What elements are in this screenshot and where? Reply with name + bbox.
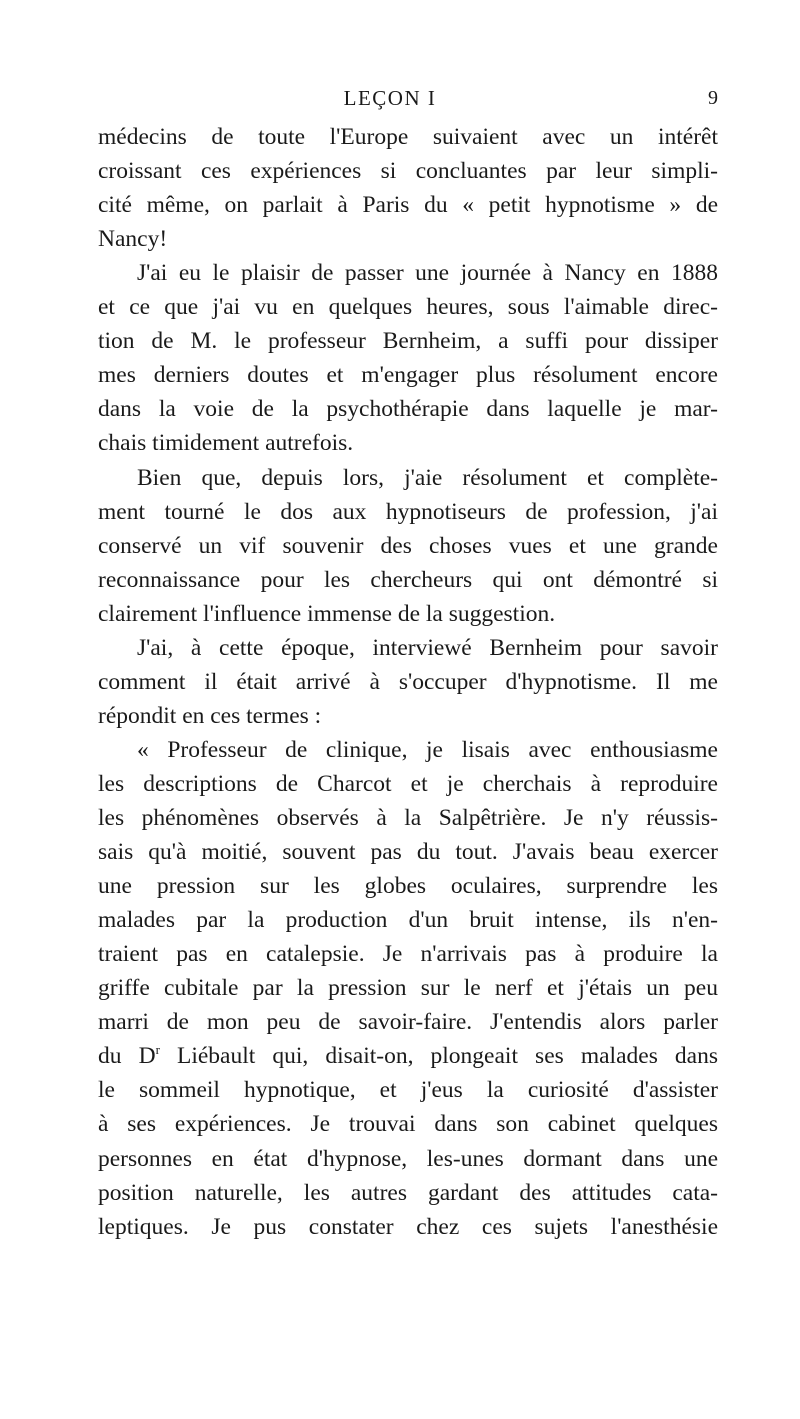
text-line [98,1142,718,1176]
text-line-content: clairement l'influence immense de la suggestion. [98,600,556,627]
text-line-content: les descriptions de Charcot et je cherchais à reproduire [98,770,718,797]
text-line-content: marri de mon peu de savoir-faire. J'entendis alors parler [98,1009,718,1036]
text-line [98,120,718,154]
text-line-content: comment il était arrivé à s'occuper d'hypnotisme. Il me [98,668,718,695]
text-line [98,324,718,358]
text-line [98,529,718,563]
text-line-content: tion de M. le professeur Bernheim, a suffi pour dissiper [98,328,718,355]
chapter-title: LEÇON I [343,86,437,110]
text-line [137,256,718,290]
page-number: 9 [708,87,718,109]
text-line [137,631,718,665]
text-line-content: chais timidement autrefois. [98,430,354,457]
superscript: r [155,1042,160,1058]
text-line [98,1107,718,1141]
text-line [98,358,718,392]
text-line-content: le sommeil hypnotique, et j'eus la curiosité d'assister [98,1077,718,1104]
text-line-content: cité même, on parlait à Paris du « petit hypnotisme » de [98,192,718,219]
text-line-content: griffe cubitale par la pression sur le nerf et j'étais un peu [98,975,718,1002]
text-line [98,1039,718,1073]
text-line [137,461,718,495]
text-line [98,801,718,835]
text-line [98,699,718,733]
text-line-content: position naturelle, les autres gardant des attitudes cata- [98,1179,718,1206]
text-line [98,971,718,1005]
text-line-content: Nancy! [98,226,168,253]
text-line [98,392,718,426]
text-line-content: mes derniers doutes et m'engager plus résolument encore [98,362,718,389]
text-line-content: à ses expériences. Je trouvai dans son cabinet quelques [98,1111,718,1138]
text-line-content: dans la voie de la psychothérapie dans laquelle je mar- [98,396,718,423]
text-line [98,937,718,971]
text-line [98,222,718,256]
text-line-content: malades par la production d'un bruit intense, ils n'en- [98,907,718,934]
text-line [98,1005,718,1039]
text-line [98,1073,718,1107]
text-line-content: sais qu'à moitié, souvent pas du tout. J'avais beau exercer [98,839,718,866]
text-line-content: et ce que j'ai vu en quelques heures, sous l'aimable direc- [98,294,718,321]
text-line [98,835,718,869]
text-line-content: répondit en ces termes : [98,702,322,729]
text-line [98,290,718,324]
text-line-continuation: Liébault qui, disait-on, plongeait ses malades dans [159,1043,718,1070]
text-line-content: leptiques. Je pus constater chez ces sujets l'anesthésie [98,1213,718,1240]
text-line [98,426,718,460]
text-line [98,1210,718,1244]
text-line [98,665,718,699]
text-line-content: médecins de toute l'Europe suivaient avec un intérêt [98,124,718,150]
text-line-content: ment tourné le dos aux hypnotiseurs de profession, j'ai [98,498,718,525]
text-line-content: J'ai, à cette époque, interviewé Bernheim pour savoir [137,634,718,661]
text-line [98,154,718,188]
text-line [98,869,718,903]
text-line-content: « Professeur de clinique, je lisais avec enthousiasme [137,736,718,763]
text-line [98,563,718,597]
text-line-content: J'ai eu le plaisir de passer une journée à Nancy en 1888 [137,260,718,287]
text-line [98,188,718,222]
text-line [98,767,718,801]
text-line-content: personnes en état d'hypnose, les-unes dormant dans une [98,1145,718,1172]
text-line [137,733,718,767]
text-line [98,1176,718,1210]
text-line-content: reconnaissance pour les chercheurs qui ont démontré si [98,566,718,593]
text-line-content: croissant ces expériences si concluantes par leur simpli- [98,158,718,185]
text-line [98,495,718,529]
text-line [98,903,718,937]
running-head [98,86,718,110]
text-line [98,597,718,631]
text-line-content: les phénomènes observés à la Salpêtrière. Je n'y réussis- [98,805,718,831]
text-line-content: Bien que, depuis lors, j'aie résolument et complète- [137,464,718,491]
text-line-content: du D [98,1043,156,1070]
text-line-content: conservé un vif souvenir des choses vues et une grande [98,532,718,559]
text-line-content: traient pas en catalepsie. Je n'arrivais pas à produire la [98,941,718,968]
text-line-content: une pression sur les globes oculaires, surprendre les [98,873,718,900]
